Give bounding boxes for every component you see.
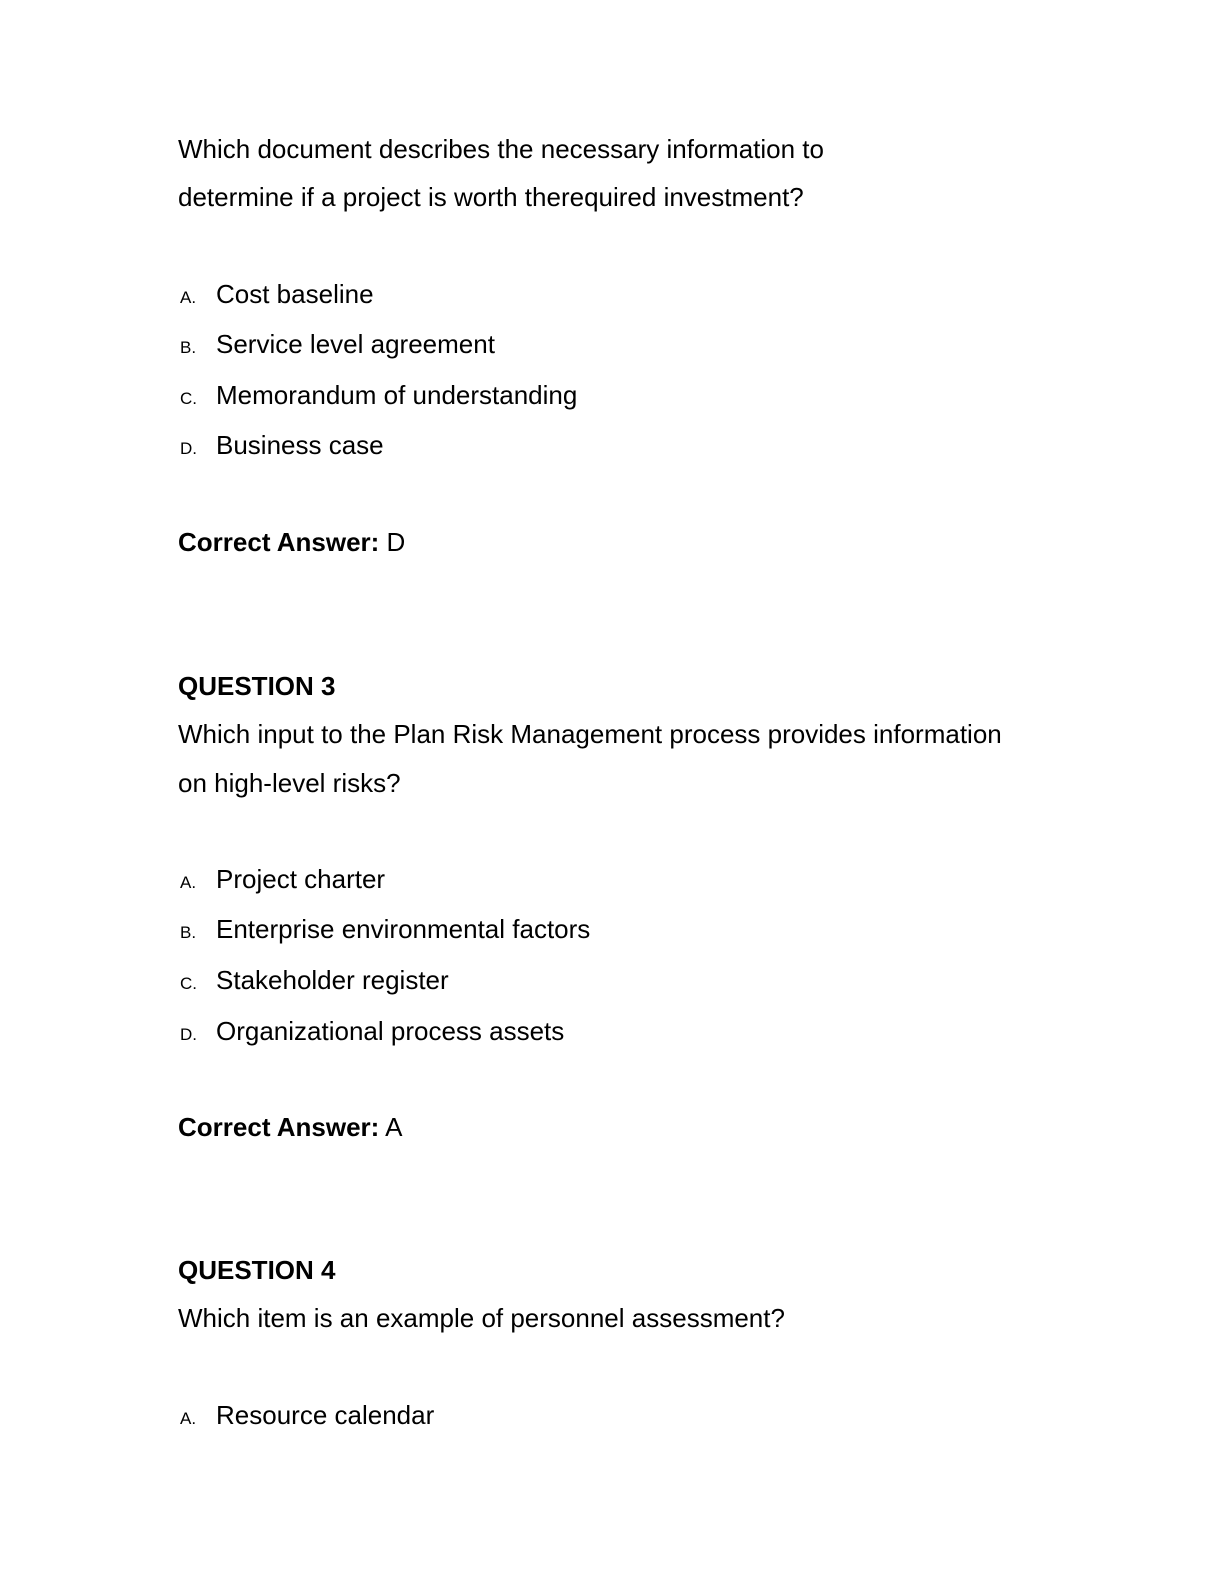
question-3-heading: QUESTION 3 [178, 671, 336, 701]
question-3-text-line-2: on high-level risks? [178, 768, 401, 798]
option-text: Stakeholder register [216, 965, 449, 995]
correct-answer-value: D [386, 527, 406, 557]
option-letter: A. [180, 1409, 197, 1428]
option-text: Memorandum of understanding [216, 380, 578, 410]
correct-answer-value: A [385, 1112, 403, 1142]
question-3-text-line-1: Which input to the Plan Risk Management process provides information [178, 719, 1002, 749]
option-letter: A. [180, 288, 197, 307]
question-2-text-line-2: determine if a project is worth therequired investment? [178, 182, 804, 212]
question-2-correct-answer [178, 526, 405, 558]
option-text: Project charter [216, 864, 386, 894]
question-3-option-d [180, 1015, 564, 1052]
question-2-option-d [180, 429, 384, 466]
question-2-option-b [180, 328, 495, 365]
option-letter: B. [180, 923, 197, 942]
question-2-option-a [180, 278, 374, 315]
option-text: Cost baseline [216, 279, 374, 309]
option-letter: A. [180, 873, 197, 892]
correct-answer-label: Correct Answer: [178, 1112, 380, 1142]
option-text: Organizational process assets [216, 1016, 565, 1046]
question-3-option-a [180, 863, 385, 900]
option-letter: C. [180, 389, 197, 408]
correct-answer-label: Correct Answer: [178, 527, 380, 557]
question-3-option-b [180, 913, 590, 950]
option-text: Service level agreement [216, 329, 495, 359]
option-letter: C. [180, 974, 197, 993]
option-letter: D. [180, 439, 197, 458]
option-text: Enterprise environmental factors [216, 914, 591, 944]
option-letter: D. [180, 1025, 197, 1044]
question-2-text-line-1: Which document describes the necessary information to [178, 134, 824, 164]
question-3-option-c [180, 964, 449, 1001]
option-text: Business case [216, 430, 384, 460]
option-letter: B. [180, 338, 197, 357]
option-text: Resource calendar [216, 1400, 435, 1430]
question-4-option-a [180, 1399, 434, 1436]
question-4-heading: QUESTION 4 [178, 1255, 336, 1285]
question-4-text-line-1: Which item is an example of personnel assessment? [178, 1303, 785, 1333]
question-2-option-c [180, 379, 577, 416]
question-3-correct-answer [178, 1111, 402, 1143]
